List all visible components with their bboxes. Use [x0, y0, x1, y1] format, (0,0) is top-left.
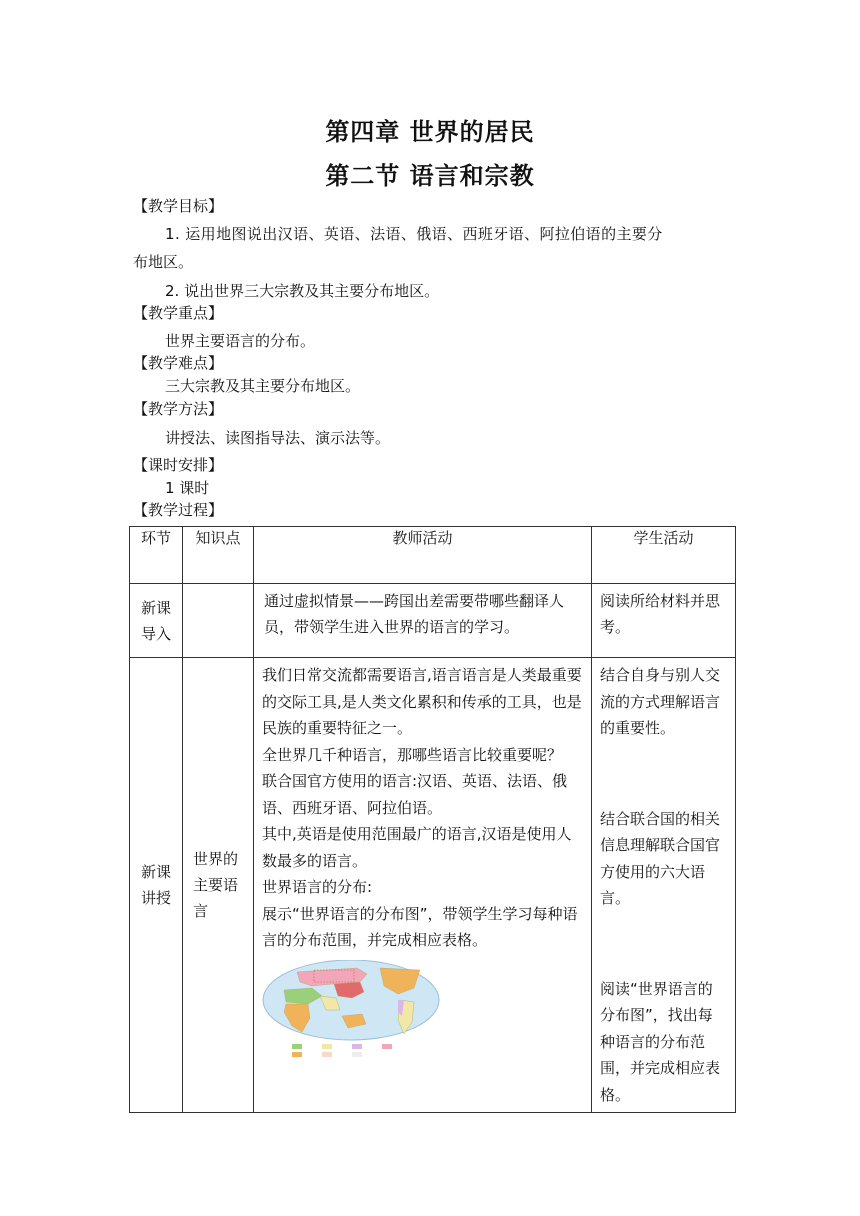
teacher-para-6: 展示“世界语言的分布图”，带领学生学习每种语言的分布范围，并完成相应表格。: [262, 904, 578, 949]
goal-1-continued: 布地区。: [133, 253, 194, 271]
table-row-intro: [130, 584, 736, 658]
teacher-para-5: 世界语言的分布:: [262, 878, 373, 896]
point-lecture: 世界的主要语言: [193, 850, 239, 920]
table-row-lecture: [130, 658, 736, 1113]
difficulty-heading: 【教学难点】: [133, 354, 224, 372]
header-knowledge-point: 知识点: [183, 527, 254, 584]
student-intro: 阅读所给材料并思考。: [600, 592, 721, 636]
table-header-row: [130, 527, 736, 584]
stage-intro: 新课导入: [140, 598, 171, 643]
student-lecture: [592, 658, 735, 1112]
method-text: 讲授法、读图指导法、演示法等。: [165, 429, 391, 447]
teacher-para-3: 联合国官方使用的语言:汉语、英语、法语、俄语、西班牙语、阿拉伯语。: [262, 772, 568, 817]
goal-1-text: 1. 运用地图说出汉语、英语、法语、俄语、西班牙语、阿拉伯语的主要分: [165, 225, 663, 243]
teacher-para-1: 我们日常交流都需要语言,语言语言是人类最重要的交际工具,是人类文化累积和传承的工具，也是民族的重要特征之一。: [262, 666, 582, 737]
schedule-heading: 【课时安排】: [133, 456, 224, 474]
teacher-intro: 通过虚拟情景——跨国出差需要带哪些翻译人员，带领学生进入世界的语言的学习。: [264, 592, 565, 636]
difficulty-text: 三大宗教及其主要分布地区。: [165, 377, 361, 395]
method-heading: 【教学方法】: [133, 400, 224, 418]
chapter-title: 第四章 世界的居民: [325, 118, 535, 146]
process-heading: 【教学过程】: [133, 501, 224, 519]
header-stage: 环节: [130, 527, 183, 584]
teacher-lecture: [254, 658, 591, 1062]
goal-2-text: 2. 说出世界三大宗教及其主要分布地区。: [165, 282, 440, 300]
key-heading: 【教学重点】: [133, 304, 224, 322]
section-title: 第二节 语言和宗教: [325, 162, 535, 190]
student-para-1: 结合自身与别人交流的方式理解语言的重要性。: [600, 666, 721, 737]
goals-heading: 【教学目标】: [133, 197, 224, 215]
header-student-activity: 学生活动: [592, 527, 736, 584]
teacher-para-2: 全世界几千种语言，那哪些语言比较重要呢？: [262, 745, 563, 764]
student-para-3: 阅读“世界语言的分布图”，找出每种语言的分布范围，并完成相应表格。: [600, 979, 721, 1104]
key-text: 世界主要语言的分布。: [165, 332, 316, 350]
point-intro: [183, 584, 253, 596]
world-language-map: [262, 960, 440, 1058]
stage-lecture: 新课讲授: [140, 863, 171, 907]
teacher-para-4: 其中,英语是使用范围最广的语言,汉语是使用人数最多的语言。: [262, 825, 572, 870]
header-teacher-activity: 教师活动: [254, 527, 592, 584]
student-para-2: 结合联合国的相关信息理解联合国官方使用的六大语言。: [600, 809, 721, 907]
teaching-process-table: [129, 526, 736, 1113]
schedule-text: 1 课时: [165, 479, 210, 497]
